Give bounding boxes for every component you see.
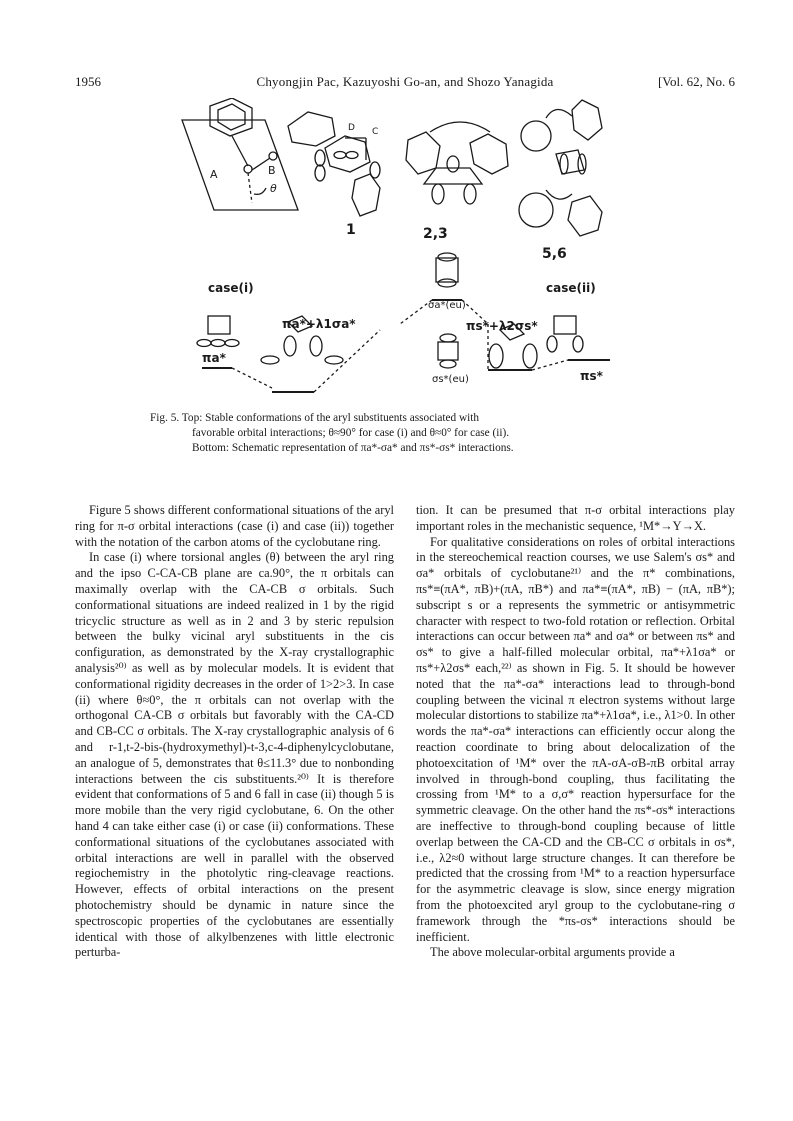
label-pi-a-mix: πa*+λ1σa*: [282, 317, 356, 331]
label-B: B: [268, 164, 276, 177]
label-compound-1: 1: [346, 222, 356, 238]
paragraph: The above molecular-orbital arguments provide a: [430, 945, 675, 960]
left-column: [75, 503, 394, 961]
volume-info: [Vol. 62, No. 6: [657, 74, 735, 89]
label-sigma-a-eu: σa*(eu): [428, 300, 466, 311]
label-pi-s-mix: πs*+λ2σs*: [466, 319, 538, 333]
figure-5: [170, 98, 630, 403]
figure-caption: [150, 411, 650, 456]
label-case-i: case(i): [208, 281, 254, 295]
page-number: 1956: [75, 74, 101, 89]
running-authors: Chyongjin Pac, Kazuyoshi Go-an, and Shozo Yanagida: [256, 74, 554, 89]
rotation-arrow-56: [546, 109, 572, 118]
compound-1-ring-b: [352, 174, 380, 216]
paragraph: Figure 5 shows different conformational situations of the aryl ring for π-σ orbital interactions (case (i) and case (ii)) together with the notation of the carbon atoms of the cyclobutane ring.: [75, 503, 394, 549]
right-column: [416, 503, 735, 961]
caption-line-2: favorable orbital interactions; θ≈90° for case (i) and θ≈0° for case (ii).: [192, 427, 510, 439]
orbital-diagram: [170, 98, 630, 403]
caption-line-3: Bottom: Schematic representation of πa*-σa* and πs*-σs* interactions.: [192, 442, 514, 454]
running-header: [75, 72, 735, 92]
svg-text:C: C: [372, 127, 379, 137]
label-pi-s: πs*: [580, 369, 603, 383]
case-i-square: [208, 316, 230, 334]
paragraph: For qualitative considerations on roles of orbital interactions in the stereochemical reaction courses, we use Salem's σs* and σa* orbitals of cyclobutane²¹⁾ and the π* combinations, πs*≡(πA*, πB)+(πA, πB*) and πa*≡(πA*, πB) − (πA, πB*); subscript s or a represents the symmetric or antisymmetric character with respect to two-fold rotation or reflection. Orbital interactions can occur between πa* and σa* or between πs* and σs* to give a half-filled molecular orbital, πa*+λ1σa* or πs*+λ2σs* each,²²⁾ as shown in Fig. 5. It should be however noted that the πa*-σa* interactions lead to through-bond coupling between the vicinal π electron systems without large molecular distortions to stabilize πa*+λ1σa*, i.e., λ1>0. In other words the πa*-σa* interactions can efficiently occur along the reaction coordinate to bring about delocalization of the photoexcitation of ¹M* over the πA-σA-σB-πB orbital array involved in through-bond coupling, thus facilitating the crossing from ¹M* to a σ,σ* reaction hypersurface for the symmetric cleavage. On the other hand the πs*-σs* interactions are ineffective to through-bond coupling because of little overlap between the CA-CD and the CB-CC σ orbitals in σs*, i.e., λ2≈0 without large structure changes. It can therefore be predicted that the crossing from ¹M* to a reaction hypersurface for the asymmetric cleavage is slow, since energy migration from the photoexcited aryl group to the cyclobutane-ring σ framework through the *πs-σs* interactions should be inefficient.: [416, 534, 735, 944]
compound-1-ring-a: [288, 112, 335, 146]
label-case-ii: case(ii): [546, 281, 596, 295]
label-A: A: [210, 168, 218, 181]
sigma-s-square: [438, 342, 458, 360]
svg-text:D: D: [348, 123, 355, 133]
label-sigma-s-eu: σs*(eu): [432, 374, 469, 385]
label-compound-23: 2,3: [423, 226, 448, 242]
label-pi-a: πa*: [202, 351, 226, 365]
caption-line-1: Fig. 5. Top: Stable conformations of the aryl substituents associated with: [150, 412, 480, 424]
ring-plane: [182, 120, 298, 210]
label-compound-56: 5,6: [542, 246, 567, 262]
paragraph: In case (i) where torsional angles (θ) between the aryl ring and the ipso C-CA-CB plane are ca.90°, the π orbitals can maximally overlap with the CA-CB σ orbitals. Such conformational situations are indeed realized in 1 by the rigid tricyclic structure as well as in 2 and 3 by steric repulsion between the bulky vicinal aryl substituents in the cis configuration, as demonstrated by the X-ray crystallographic analysis²⁰⁾ as well as by molecular models. It is evident that conformational rigidity decreases in the order of 1>2>3. In case (ii) where θ≈0°, the π orbitals can not overlap with the orthogonal CA-CB σ orbitals but favorably with the CA-CD and CB-CC σ orbitals. The X-ray crystallographic analysis of 6 and r-1,t-2-bis-(hydroxymethyl)-t-3,c-4-diphenylcyclobutane, an analogue of 5, demonstrates that θ≤11.3° due to nonbonding interactions between the cis substituents.²⁰⁾ It is therefore evident that conformations of 5 and 6 fall in case (ii) though 5 is more mobile than the very rigid cyclobutane, 6. On the other hand 4 can take either case (i) or case (ii) conformations. These conformational situations of the cyclobutanes associated with orbital interactions are well in parallel with the observed regiochemistry in the photolytic ring-cleavage reactions. However, effects of orbital interactions on the present photochemistry should be dynamic in nature since the spectroscopic properties of the cyclobutanes are essentially identical with those of alkylbenzenes with little electronic perturba-: [75, 550, 394, 960]
case-ii-square: [554, 316, 576, 334]
cyclobutane-23: [424, 168, 482, 184]
rotation-arrow-23: [430, 122, 490, 132]
paragraph: tion. It can be presumed that π-σ orbital interactions play important roles in the mechanistic sequence, ¹M*→Y→X.: [416, 503, 735, 533]
label-theta: θ: [270, 182, 277, 195]
